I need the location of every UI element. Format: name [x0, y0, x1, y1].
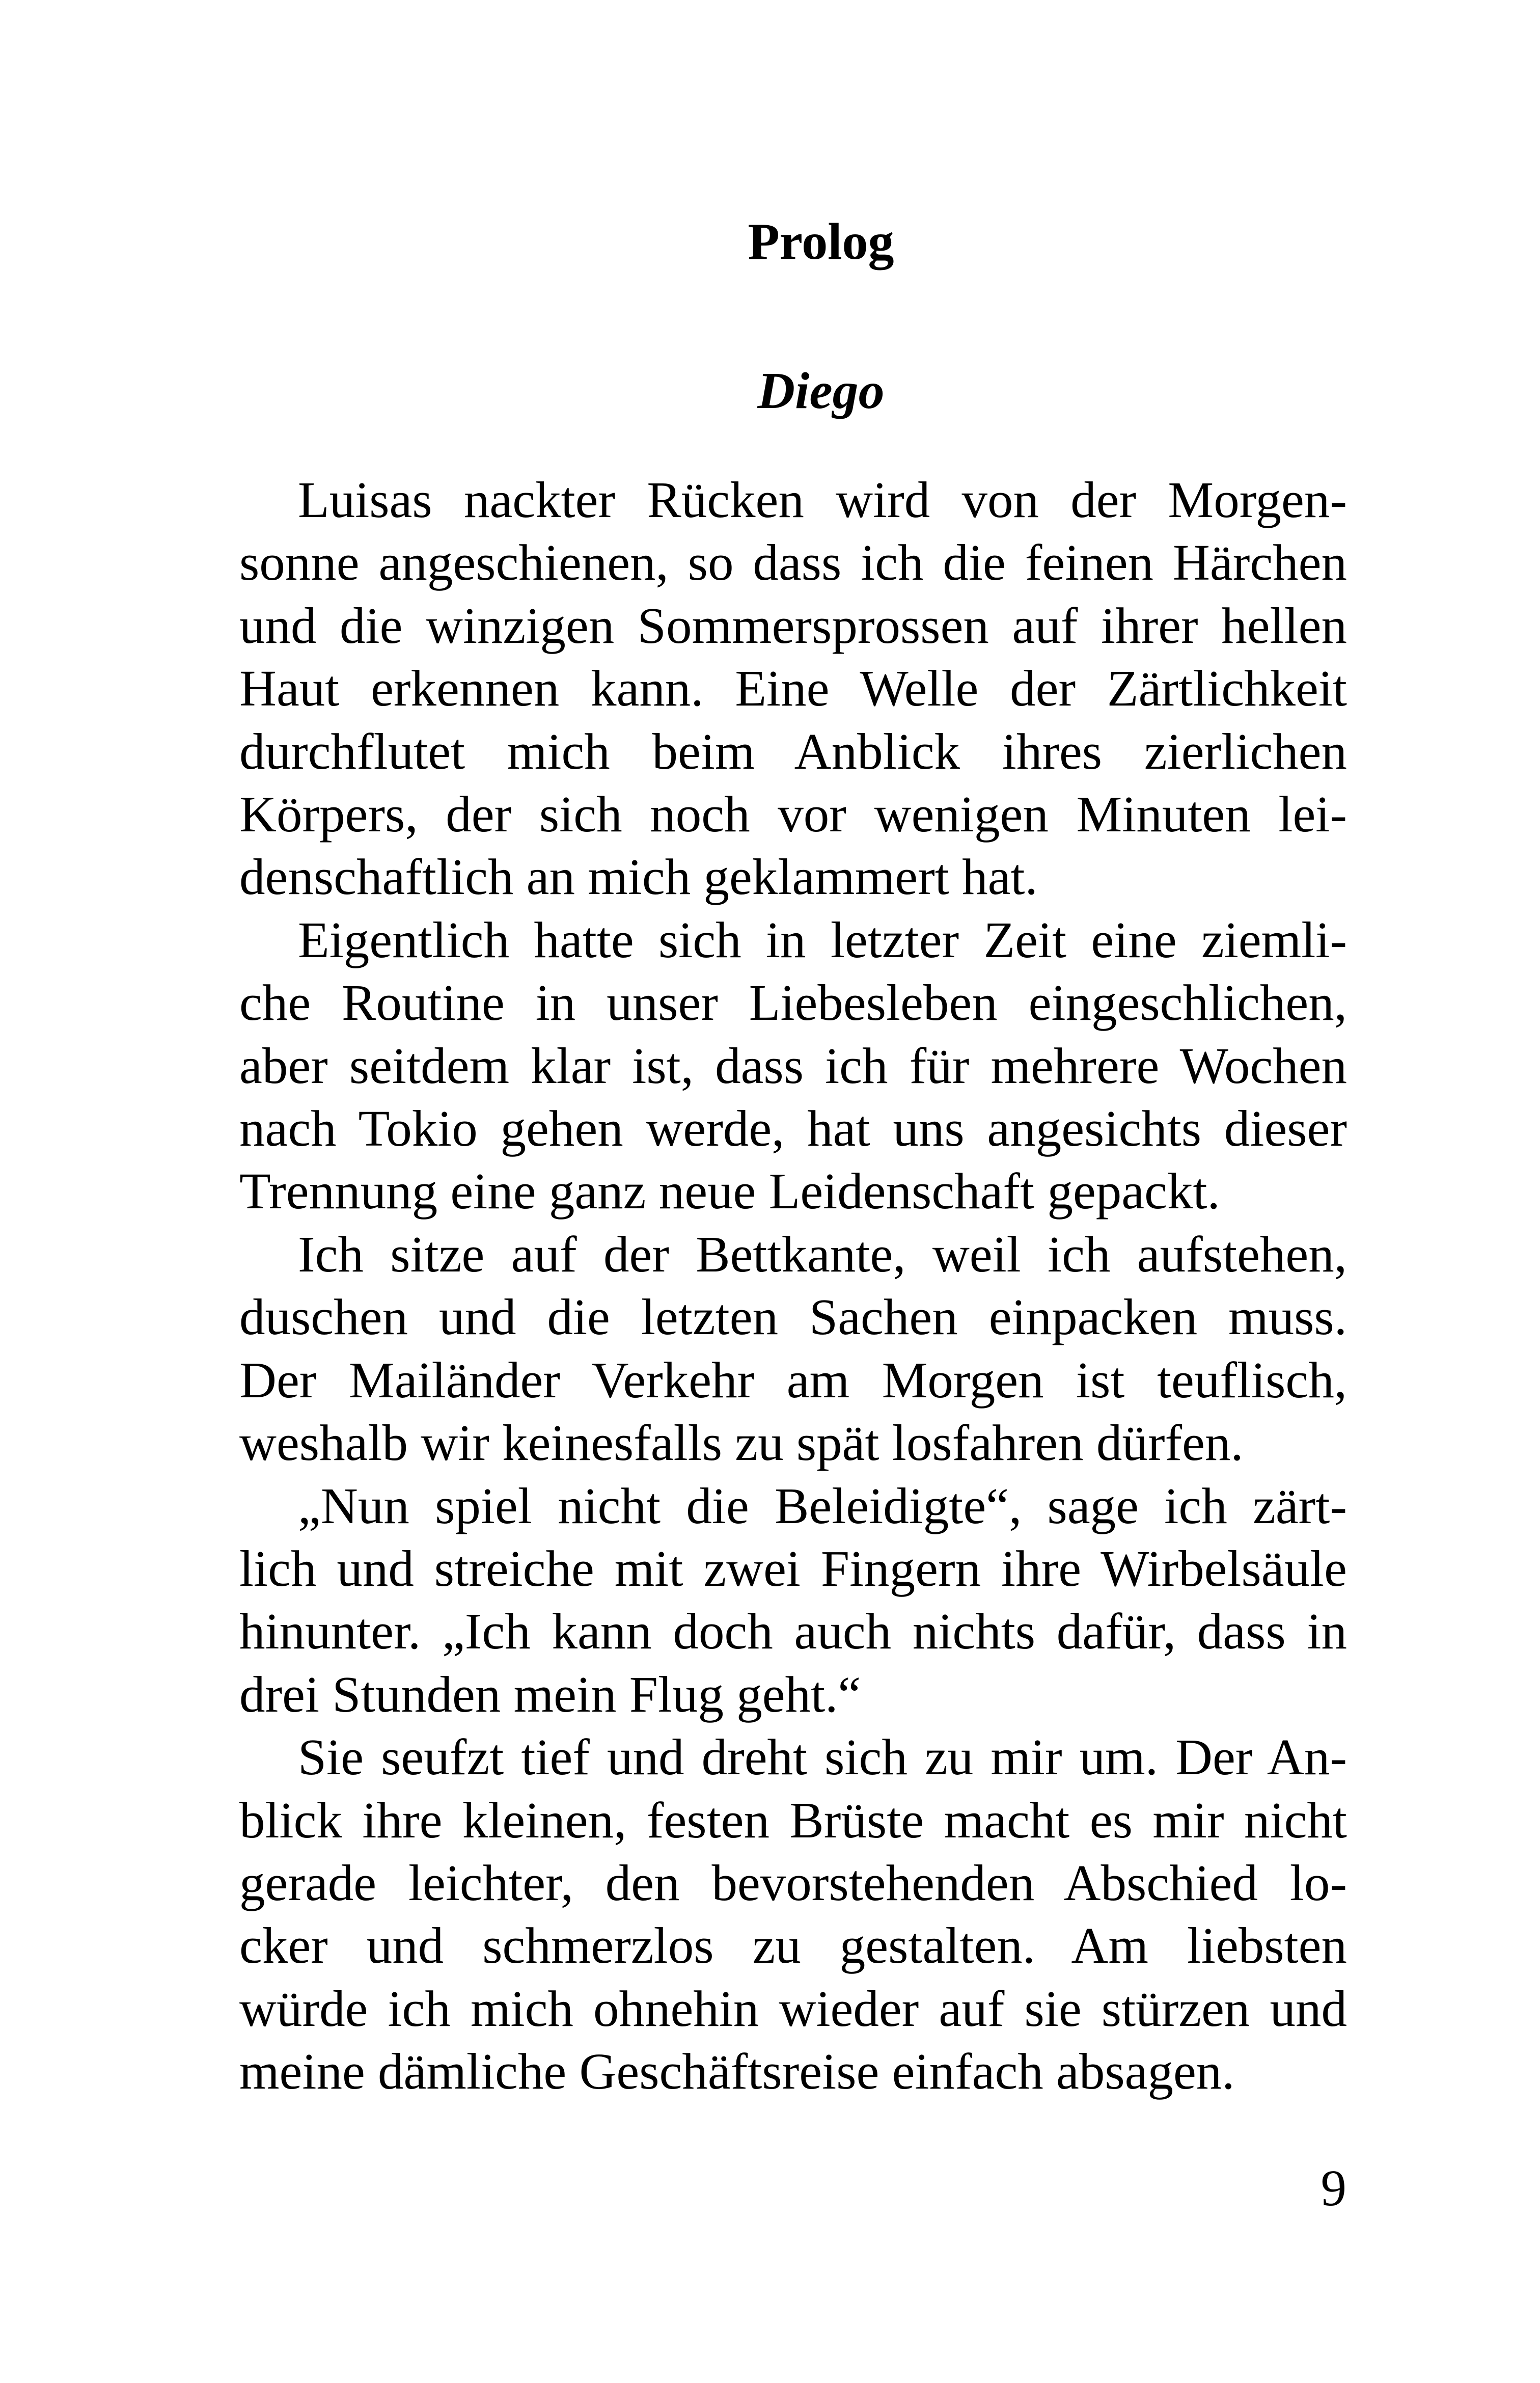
text-line: Sie seufzt tief und dreht sich zu mir um. Der An- [298, 1728, 1347, 1786]
text-line: durchflutet mich beim Anblick ihres zierlichen [239, 722, 1347, 780]
page-number: 9 [1321, 2159, 1346, 2216]
chapter-body [239, 469, 1347, 2103]
text-line: cker und schmerzlos zu gestalten. Am liebsten [239, 1917, 1347, 1974]
text-line: Haut erkennen kann. Eine Welle der Zärtlichkeit [239, 660, 1347, 717]
text-line: duschen und die letzten Sachen einpacken muss. [239, 1288, 1347, 1346]
text-line: weshalb wir keinesfalls zu spät losfahren dürfen. [239, 1414, 1244, 1472]
narrator-heading-text: Diego [757, 362, 885, 420]
chapter-title-text: Prolog [748, 213, 894, 270]
text-line: sonne angeschienen, so dass ich die feinen Härchen [239, 534, 1347, 591]
text-line: hinunter. „Ich kann doch auch nichts dafür, dass in [239, 1603, 1347, 1660]
text-line: Der Mailänder Verkehr am Morgen ist teuflisch, [239, 1351, 1347, 1409]
text-line: Ich sitze auf der Bettkante, weil ich aufstehen, [298, 1225, 1347, 1283]
text-line: lich und streiche mit zwei Fingern ihre Wirbelsäule [239, 1539, 1347, 1597]
text-line: drei Stunden mein Flug geht.“ [239, 1665, 861, 1723]
text-line: Luisas nackter Rücken wird von der Morgen- [298, 471, 1347, 528]
text-line: Trennung eine ganz neue Leidenschaft gepackt. [239, 1162, 1220, 1220]
text-line: aber seitdem klar ist, dass ich für mehrere Wochen [239, 1037, 1347, 1094]
paragraph [239, 1475, 1347, 1726]
paragraph [239, 1223, 1347, 1475]
narrator-heading [0, 356, 1540, 427]
chapter-title [0, 206, 1540, 278]
text-line: denschaftlich an mich geklammert hat. [239, 848, 1038, 906]
paragraph [239, 469, 1347, 909]
text-line: blick ihre kleinen, festen Brüste macht es mir nicht [239, 1791, 1347, 1849]
text-line: würde ich mich ohnehin wieder auf sie stürzen und [239, 1980, 1347, 2037]
text-line: nach Tokio gehen werde, hat uns angesichts dieser [239, 1100, 1347, 1157]
text-line: gerade leichter, den bevorstehenden Abschied lo- [239, 1854, 1347, 1911]
text-line: meine dämliche Geschäftsreise einfach absagen. [239, 2043, 1235, 2100]
text-line: Eigentlich hatte sich in letzter Zeit eine ziemli- [298, 911, 1347, 968]
text-line: Körpers, der sich noch vor wenigen Minuten lei- [239, 786, 1347, 843]
text-line: „Nun spiel nicht die Beleidigte“, sage ich zärt- [298, 1477, 1347, 1534]
paragraph [239, 909, 1347, 1223]
paragraph [239, 1726, 1347, 2103]
text-line: und die winzigen Sommersprossen auf ihrer hellen [239, 597, 1347, 654]
text-line: che Routine in unser Liebesleben eingeschlichen, [239, 974, 1347, 1032]
